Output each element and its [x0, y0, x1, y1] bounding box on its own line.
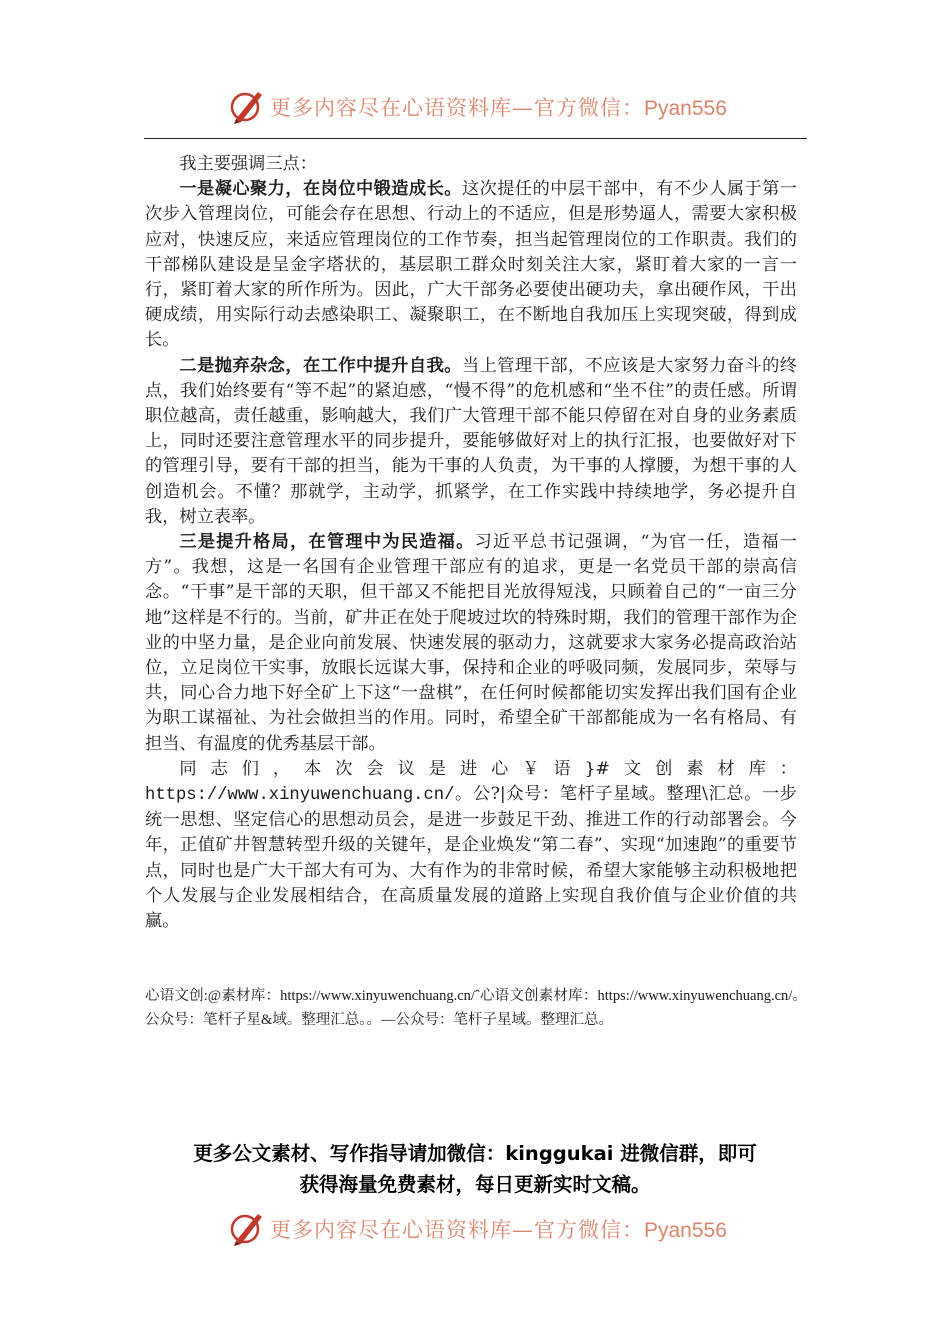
pen-logo-icon: [228, 1208, 266, 1248]
point-1-title: 一是凝心聚力，在岗位中锻造成长。: [179, 179, 462, 200]
document-body: [145, 152, 797, 934]
footer-banner: [0, 1208, 950, 1248]
intro-paragraph: 我主要强调三点：: [179, 154, 317, 174]
closing-text-b: 。公?|众号：笔杆子星域。整理\汇总。一步统一思想、坚定信心的思想动员会，是进一步鼓足干劲、推进工作的行动部署会。今年，正值矿井智慧转型升级的关键年，是企业焕发“第二春”、实现“加速跑”的重要节点，同时也是广大干部大有可为、大有作为的非常时候，希望大家能够主动积极地把个人发展与企业发展相结合，在高质量发展的道路上实现自我价值与企业价值的共赢。: [145, 784, 797, 932]
footer-note: 心语文创:@素材库：https://www.xinyuwenchuang.cn/ˆ心语文创素材库：https://www.xinyuwenchuang.cn/。公众号：笔杆子星&域。整理汇总。。—公众号：笔杆子星域。整理汇总。: [145, 988, 807, 1028]
point-2-paragraph: [145, 354, 797, 530]
header-rule: [144, 138, 807, 139]
point-3-title: 三是提升格局，在管理中为民造福。: [179, 532, 475, 553]
closing-url: https://www.xinyuwenchuang.cn/: [145, 786, 455, 806]
banner-wechat-id: Pyan556: [644, 1219, 727, 1242]
point-3-paragraph: [145, 530, 797, 757]
point-2-title: 二是抛弃杂念，在工作中提升自我。: [179, 355, 462, 376]
pen-logo-icon: [228, 86, 266, 126]
promo-line-1: 更多公文素材、写作指导请加微信：kinggukai 进微信群，即可: [193, 1142, 757, 1165]
promo-block: [120, 1138, 830, 1200]
promo-line-2: 获得海量免费素材，每日更新实时文稿。: [299, 1173, 651, 1196]
banner-text: 更多内容尽在心语资料库—官方微信：Pyan556: [270, 1218, 727, 1242]
header-banner: [0, 86, 950, 126]
banner-text: 更多内容尽在心语资料库—官方微信：Pyan556: [270, 96, 727, 120]
point-1-text: 这次提任的中层干部中，有不少人属于第一次步入管理岗位，可能会存在思想、行动上的不适应，但是形势逼人，需要大家积极应对，快速反应，来适应管理岗位的工作节奏，担当起管理岗位的工作职责。我们的干部梯队建设是呈金字塔状的，基层职工群众时刻关注大家，紧盯着大家的一言一行，紧盯着大家的所作所为。因此，广大干部务必要使出硬功夫，拿出硬作风，干出硬成绩，用实际行动去感染职工、凝聚职工，在不断地自我加压上实现突破，得到成长。: [145, 179, 797, 351]
closing-paragraph: [145, 757, 797, 934]
point-3-text: 习近平总书记强调，“为官一任，造福一方”。我想，这是一名国有企业管理干部应有的追求，更是一名党员干部的崇高信念。“干事”是干部的天职，但干部又不能把目光放得短浅，只顾着自己的“一亩三分地”这样是不行的。当前，矿井正在处于爬坡过坎的特殊时期，我们的管理干部作为企业的中坚力量，是企业向前发展、快速发展的驱动力，这就要求大家务必提高政治站位，立足岗位干实事，放眼长远谋大事，保持和企业的呼吸同频，发展同步，荣辱与共，同心合力地下好全矿上下这“一盘棋”，在任何时候都能切实发挥出我们国有企业为职工谋福祉、为社会做担当的作用。同时，希望全矿干部都能成为一名有格局、有担当、有温度的优秀基层干部。: [145, 532, 797, 754]
point-2-text: 当上管理干部，不应该是大家努力奋斗的终点，我们始终要有“等不起”的紧迫感，“慢不得”的危机感和“坐不住”的责任感。所谓职位越高，责任越重，影响越大，我们广大管理干部不能只停留在对自身的业务素质上，同时还要注意管理水平的同步提升，要能够做好对上的执行汇报，也要做好对下的管理引导，要有干部的担当，能为干事的人负责，为干事的人撑腰，为想干事的人创造机会。不懂？那就学，主动学，抓紧学，在工作实践中持续地学，务必提升自我，树立表率。: [145, 355, 797, 527]
point-1-paragraph: [145, 177, 797, 353]
closing-text-a: 同志们，本次会议是进心￥语}#文创素材库：: [179, 758, 797, 779]
banner-wechat-id: Pyan556: [644, 97, 727, 120]
